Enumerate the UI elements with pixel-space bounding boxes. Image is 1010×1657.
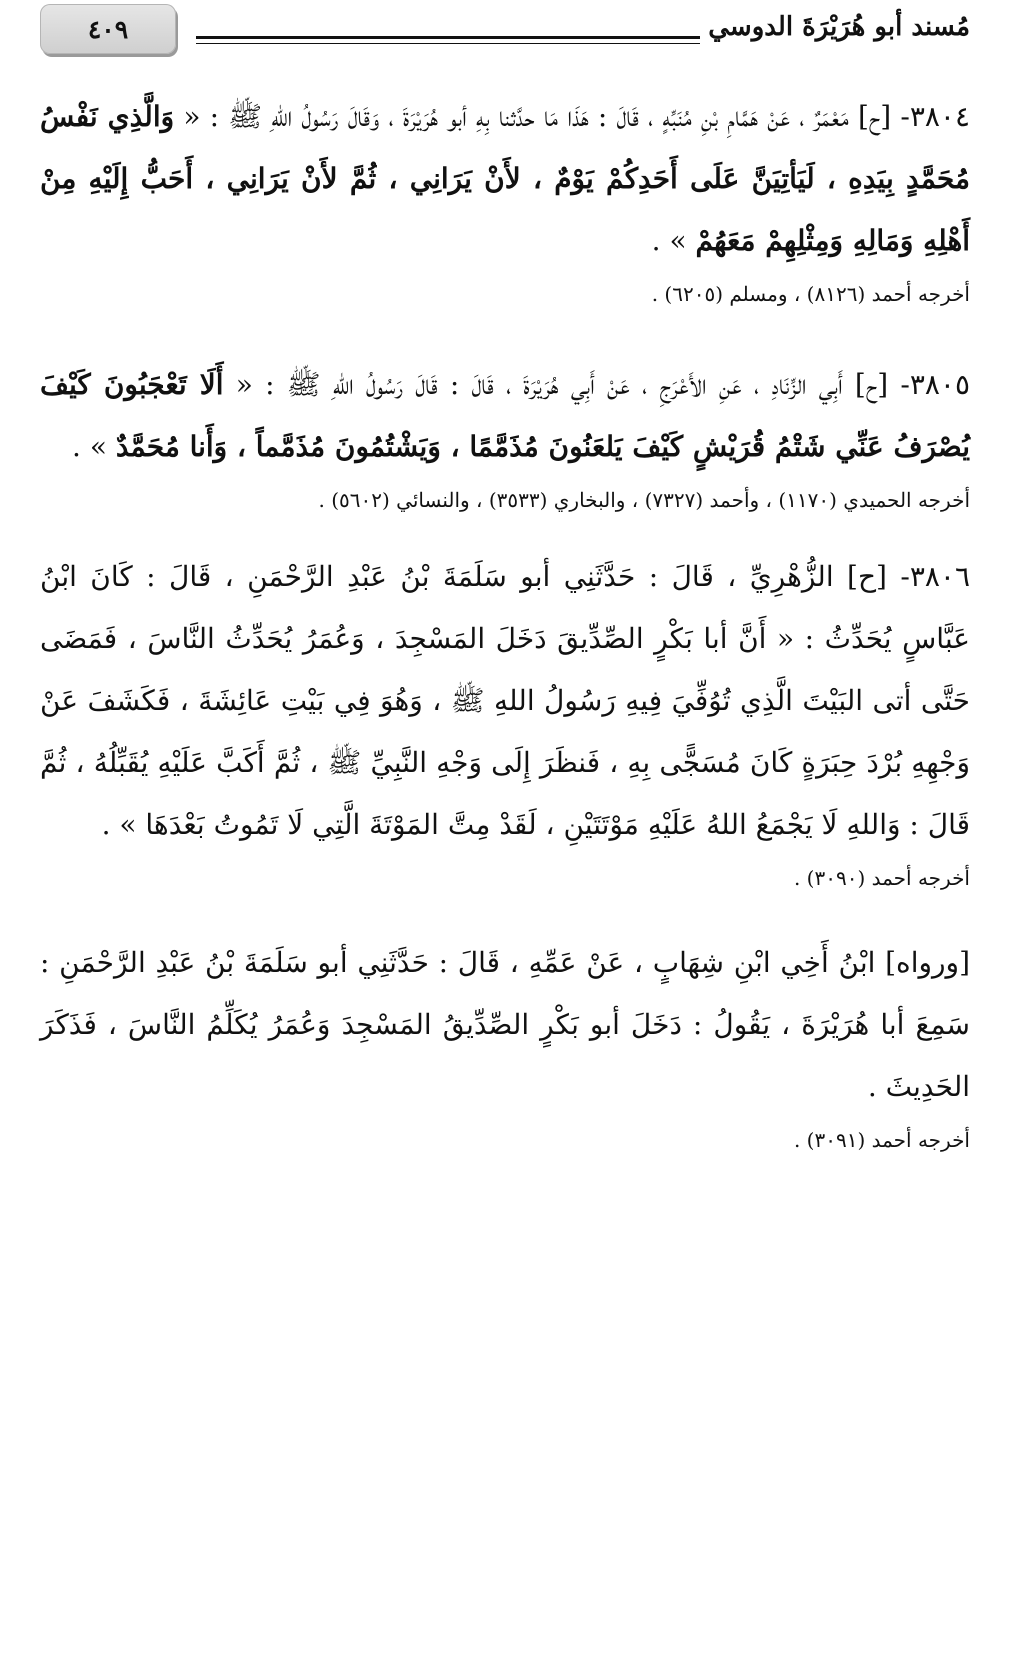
hadith-matn: أَلَا تَعْجَبُونَ كَيْفَ يُصْرَفُ عَنِّي شَتْمُ قُرَيْشٍ كَيْفَ يَلعَنُونَ مُذَمَّمًا ، وَيَشْتُمُونَ مُذَمَّماً ، وَأَنا مُحَمَّدٌ (40, 368, 970, 463)
takhrij-note: أخرجه الحميدي (١١٧٠) ، وأحمد (٧٣٢٧) ، والبخاري (٣٥٣٣) ، والنسائي (٥٦٠٢) . (318, 488, 970, 512)
page-header (40, 0, 970, 64)
takhrij-note: أخرجه أحمد (٣٠٩٠) . (793, 866, 970, 890)
hadith-3806 (40, 546, 970, 894)
hadith-3804 (40, 86, 970, 310)
spacer (40, 894, 970, 932)
running-title: مُسند أبو هُرَيْرَةَ الدوسي (708, 12, 970, 42)
hadith-text (40, 354, 970, 478)
page-content (40, 86, 970, 1156)
hadith-3805 (40, 354, 970, 516)
hadith-closing: » . (651, 224, 687, 257)
hadith-isnad: ابْنُ أَخِي ابْنِ شِهَابٍ ، عَنْ عَمِّهِ ، قَالَ : حَدَّثَنِي أبو سَلَمَةَ بْنُ عَبْدِ الرَّحْمَنِ : سَمِعَ أبا هُرَيْرَةَ ، يَقُولُ : دَخَلَ أبو بَكْرٍ الصِّدِّيقُ المَسْجِدَ وَعُمَرُ يُكَلِّمُ النَّاسَ ، فَذَكَرَ الحَدِيثَ . (40, 946, 970, 1103)
takhrij-note: أخرجه أحمد (٣٠٩١) . (793, 1128, 970, 1152)
hadith-closing: » . (72, 430, 107, 463)
takhrij-note: أخرجه أحمد (٨١٢٦) ، ومسلم (٦٢٠٥) . (651, 282, 970, 306)
hadith-number: ٣٨٠٥- (900, 368, 970, 401)
spacer (40, 516, 970, 546)
hadith-text (40, 86, 970, 272)
hadith-isnad: [ح] أَبِي الزِّنَادِ ، عَنِ الأَعْرَجِ ، عَنْ أَبِي هُرَيْرَةَ ، قَالَ : قَالَ رَسُولُ اللهِ ﷺ : « (235, 368, 889, 401)
header-rule-thin (196, 43, 700, 44)
hadith-text (40, 546, 970, 856)
hadith-isnad: [ح] الزُّهْرِيِّ ، قَالَ : حَدَّثَنِي أبو سَلَمَةَ بْنُ عَبْدِ الرَّحْمَنِ ، قَالَ : كَانَ ابْنُ عَبَّاسٍ يُحَدِّثُ : « أَنَّ أبا بَكْرٍ الصِّدِّيقَ دَخَلَ المَسْجِدَ ، وَعُمَرُ يُحَدِّثُ النَّاسَ ، فَمَضَى حَتَّى أتى البَيْتَ الَّذِي تُوُفِّيَ فِيهِ رَسُولُ اللهِ ﷺ ، وَهُوَ فِي بَيْتِ عَائِشَةَ ، فَكَشَفَ عَنْ وَجْهِهِ بُرْدَ حِبَرَةٍ كَانَ مُسَجًّى بِهِ ، فَنظَرَ إِلَى وَجْهِ النَّبِيِّ ﷺ ، ثُمَّ أَكَبَّ عَلَيْهِ يُقَبِّلُهُ ، ثُمَّ قَالَ : وَاللهِ لَا يَجْمَعُ اللهُ عَلَيْهِ مَوْتَتَيْنِ ، لَقَدْ مِتَّ المَوْتَةَ الَّتِي لَا تَمُوتُ بَعْدَهَا » . (40, 560, 970, 841)
hadith-isnad: [ح] مَعْمَرٌ ، عَنْ هَمَّامِ بْنِ مُنَبِّهٍ ، قَالَ : هَذَا مَا حدَّثنا بِهِ أبو هُرَيْرَةَ ، وَقَالَ رَسُولُ اللهِ ﷺ : « (183, 100, 892, 133)
page-number-badge: ٤٠٩ (40, 4, 176, 54)
hadith-riwayah (40, 932, 970, 1156)
spacer (40, 310, 970, 354)
hadith-number: ٣٨٠٤- (900, 100, 970, 133)
hadith-text (40, 932, 970, 1118)
header-rule-thick (196, 36, 700, 39)
hadith-matn: وَالَّذِي نَفْسُ مُحَمَّدٍ بِيَدِهِ ، لَيَأتِيَنَّ عَلَى أَحَدِكُمْ يَوْمٌ ، لأَنْ يَرَانِي ، ثُمَّ لأَنْ يَرَانِي ، أَحَبُّ إِلَيْهِ مِنْ أَهْلِهِ وَمَالِهِ وَمِثْلِهِمْ مَعَهُمْ (40, 100, 970, 257)
hadith-number: [ورواه] (885, 946, 970, 979)
hadith-number: ٣٨٠٦- (900, 560, 970, 593)
